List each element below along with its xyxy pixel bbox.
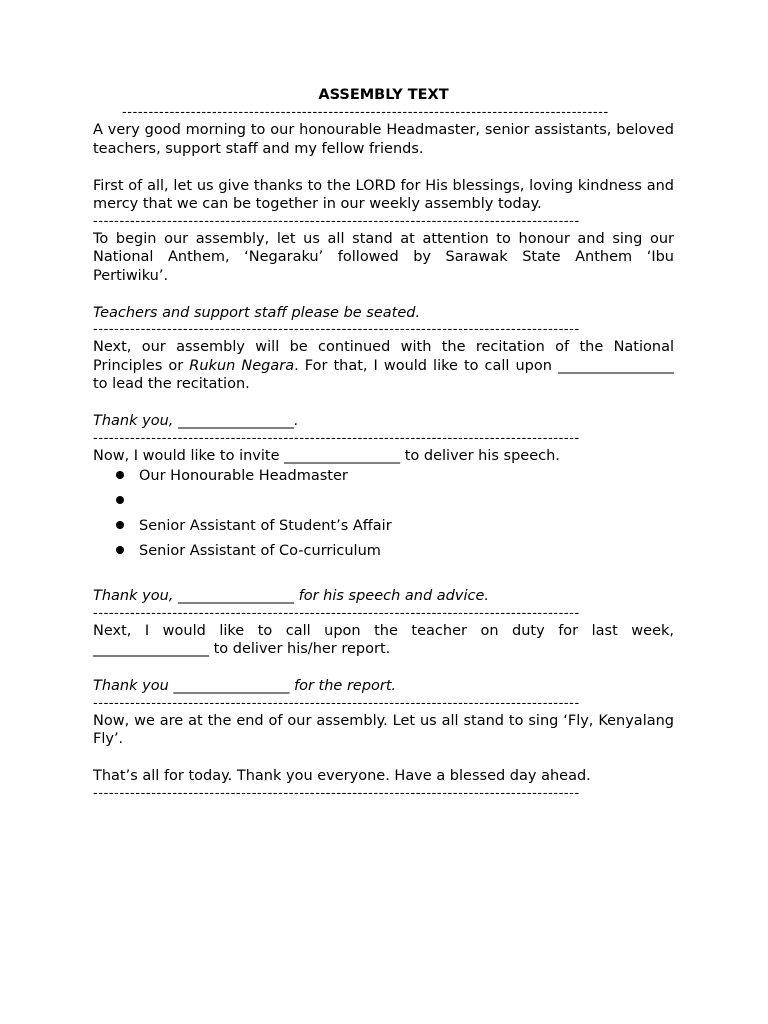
thank-speech-line: Thank you, ________________ for his speech and advice. [93,588,489,604]
speaker-label: Senior Assistant of Student’s Affair [139,518,392,534]
speaker-label: Senior Assistant of Co-curriculum [139,543,381,559]
farewell-line: That’s all for today. Thank you everyone. Have a blessed day ahead. [93,768,591,784]
thanks-paragraph: First of all, let us give thanks to the LORD for His blessings, loving kindness and mercy that we can be together in our weekly assembly today. [93,177,674,212]
seated-instruction: Teachers and support staff please be seated. [93,304,421,321]
rukun-negara-term: Rukun Negara [189,357,295,374]
divider-line: -------------------------------------------------------------------------------------------- [93,605,580,621]
list-item [93,465,674,490]
divider-line: -------------------------------------------------------------------------------------------- [93,430,580,446]
speaker-list [93,465,674,565]
divider-line: -------------------------------------------------------------------------------------------- [93,322,580,337]
bullet-icon [116,521,124,529]
divider-line: -------------------------------------------------------------------------------------------- [93,695,580,711]
divider-line: -------------------------------------------------------------------------------------------- [93,785,580,801]
closing-paragraph: Now, we are at the end of our assembly. Let us all stand to sing ‘Fly, Kenyalang Fly’. [93,712,674,747]
greeting-paragraph: A very good morning to our honourable Headmaster, senior assistants, beloved teachers, support staff and my fellow friends. [93,122,674,157]
divider-line: -------------------------------------------------------------------------------------------- [122,105,609,120]
rukun-text-before: Next, our assembly will be continued with the recitation of the National Principles or [93,339,674,374]
bullet-icon [116,471,124,479]
invite-speech-line: Now, I would like to invite ________________ to deliver his speech. [93,447,560,464]
list-item [93,490,674,515]
assembly-document [93,86,674,802]
rukun-negara-paragraph [93,338,674,394]
thank-recitation-line: Thank you, ________________. [93,413,299,429]
bullet-icon [116,546,124,554]
thank-report-line: Thank you ________________ for the report. [93,678,397,694]
rukun-text-after: . For that, I would like to call upon ________________ to lead the recitation. [93,357,674,392]
anthem-paragraph: To begin our assembly, let us all stand at attention to honour and sing our National Anthem, ‘Negaraku’ followed by Sarawak State Anthem ‘Ibu Pertiwiku’. [93,230,674,284]
list-item [93,540,674,565]
duty-report-paragraph: Next, I would like to call upon the teacher on duty for last week, ________________ to deliver his/her report. [93,622,674,657]
document-title: ASSEMBLY TEXT [318,87,449,103]
speaker-label: Our Honourable Headmaster [139,468,348,484]
bullet-icon [116,496,124,504]
divider-line: -------------------------------------------------------------------------------------------- [93,213,580,229]
list-item [93,515,674,540]
